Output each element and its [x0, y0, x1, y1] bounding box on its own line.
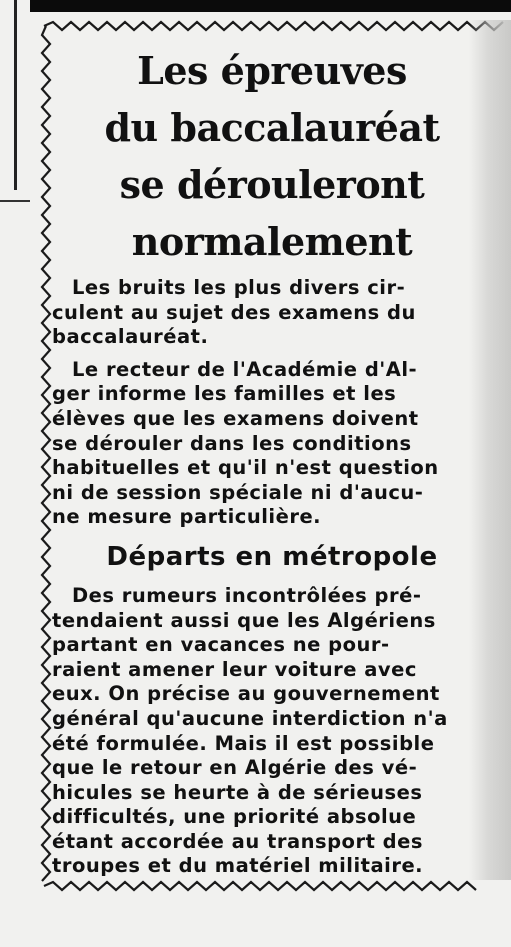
text-line: partant en vacances ne pour-: [52, 633, 390, 657]
text-line: ger informe les familles et les: [52, 382, 397, 406]
text-line: hicules se heurte à de sérieuses: [52, 780, 423, 804]
text-line: raient amener leur voiture avec: [52, 657, 417, 681]
paragraph-intro: [52, 276, 492, 350]
adjacent-column-rule: [0, 200, 30, 202]
text-line: eux. On précise au gouvernement: [52, 682, 440, 706]
text-line: culent au sujet des examens du: [52, 300, 416, 324]
text-line: Des rumeurs incontrôlées pré-: [72, 583, 422, 607]
paragraph-departures: [52, 584, 492, 879]
text-line: que le retour en Algérie des vé-: [52, 756, 418, 780]
text-line: baccalauréat.: [52, 325, 209, 349]
text-line: Les bruits les plus divers cir-: [72, 276, 406, 299]
scan-top-edge: [30, 0, 511, 12]
headline-line: Les épreuves: [137, 48, 407, 93]
text-line: se dérouler dans les conditions: [52, 431, 412, 455]
text-line: troupes et du matériel militaire.: [52, 854, 424, 878]
subheading: Départs en métropole: [106, 541, 438, 572]
paragraph-rector: [52, 358, 492, 530]
text-line: Le recteur de l'Académie d'Al-: [72, 357, 418, 381]
adjacent-column-edge: [0, 0, 17, 190]
headline-line: normalement: [131, 219, 413, 264]
article: [52, 42, 492, 879]
headline-line: se dérouleront: [119, 162, 425, 207]
text-line: habituelles et qu'il n'est question: [52, 456, 439, 480]
text-line: étant accordée au transport des: [52, 829, 423, 853]
text-line: été formulée. Mais il est possible: [52, 731, 435, 755]
headline: [52, 42, 492, 270]
text-line: difficultés, une priorité absolue: [52, 805, 417, 829]
text-line: ne mesure particulière.: [52, 505, 322, 529]
headline-line: du baccalauréat: [104, 105, 440, 150]
text-line: élèves que les examens doivent: [52, 406, 419, 430]
text-line: général qu'aucune interdiction n'a: [52, 706, 448, 730]
text-line: ni de session spéciale ni d'aucu-: [52, 480, 424, 504]
text-line: tendaient aussi que les Algériens: [52, 608, 436, 632]
